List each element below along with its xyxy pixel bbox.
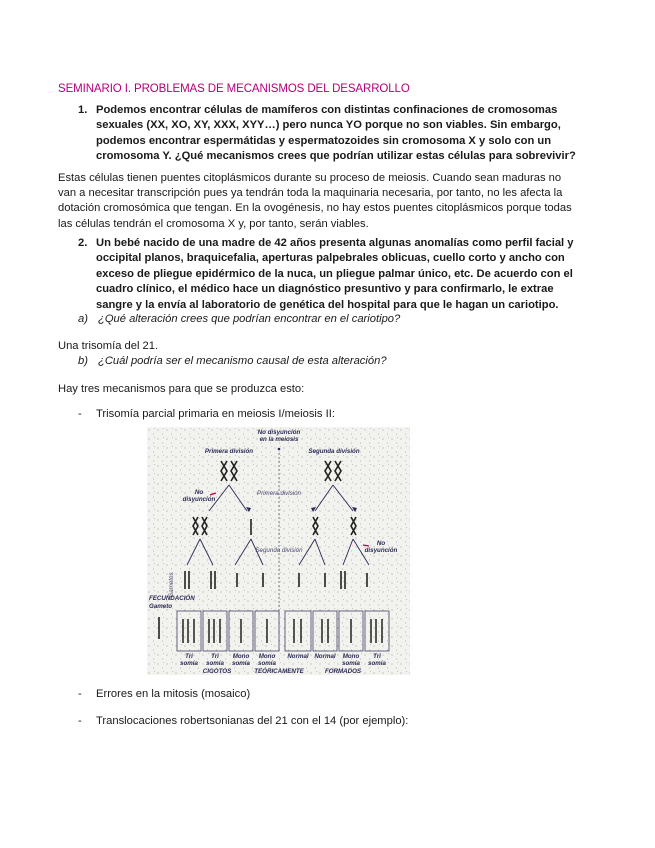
answer-1-line: Estas células tienen puentes citoplásmicos durante su proceso de meiosis. Cuando sean maduras no — [58, 172, 562, 184]
nondisjunction-figure — [147, 427, 410, 675]
nondisjunction-diagram — [147, 427, 410, 675]
question-2-number: 2. — [78, 237, 88, 249]
bullet-item — [78, 408, 335, 420]
bullet-dash: - — [78, 688, 82, 700]
bullet-text: Errores en la mitosis (mosaico) — [96, 688, 251, 700]
question-1-line: Podemos encontrar células de mamíferos con distintas confinaciones de cromosomas — [96, 104, 558, 116]
figure-gamete-label: Gameto — [149, 603, 173, 610]
intro-mechanisms: Hay tres mecanismos para que se produzca esto: — [58, 383, 305, 395]
bullet-dash: - — [78, 408, 82, 420]
result-label: Normal — [287, 653, 309, 660]
figure-no-disjunction-right: disyunción — [364, 547, 398, 554]
sub-question-a-label: a) — [78, 313, 88, 325]
answer-a: Una trisomía del 21. — [58, 340, 159, 352]
question-2-line: sangre y la envía al laboratorio de genética del hospital para que le hagan un cariotipo. — [96, 298, 559, 311]
figure-bottom-label: FORMADOS — [324, 668, 362, 675]
question-1-number: 1. — [78, 104, 88, 116]
answer-1-line: las células tendrán el cromosoma X y, por tanto, serán viables. — [58, 217, 369, 230]
question-2 — [58, 236, 598, 313]
question-2-line: occipital planos, braquicefalia, aperturas palpebrales oblicuas, cuello corto y ancho con — [96, 252, 565, 265]
figure-center-label: Primera división — [256, 490, 302, 497]
answer-1-line: dotación cromosómica que tengan. En la ovogénesis, no hay estos puentes citoplásmicos porque todas — [58, 202, 572, 215]
answer-1-line: van a necesitar transcripción pues ya tendrán toda la maquinaria necesaria, por tanto, no les afecta la — [58, 187, 563, 200]
answer-1 — [58, 171, 600, 232]
result-label: Tri — [373, 653, 381, 660]
sub-question-b — [78, 355, 387, 367]
figure-top-label: No disyunción — [257, 429, 301, 436]
bullet-dash: - — [78, 715, 82, 727]
result-label: Tri — [185, 653, 193, 660]
figure-center-label-2: Segunda división — [255, 547, 303, 554]
result-label: Mono — [232, 653, 250, 660]
bullet-text: Translocaciones robertsonianas del 21 con el 14 (por ejemplo): — [96, 715, 409, 727]
result-label: Mono — [258, 653, 276, 660]
figure-marker — [278, 448, 281, 451]
bullet-item — [78, 688, 250, 700]
page-title: SEMINARIO I. PROBLEMAS DE MECANISMOS DEL DESARROLLO — [58, 83, 410, 95]
sub-question-b-label: b) — [78, 355, 88, 367]
result-label: Tri — [211, 653, 219, 660]
result-label: Normal — [314, 653, 336, 660]
figure-no-disjunction-left: disyunción — [182, 496, 216, 503]
result-label: somía — [368, 660, 386, 667]
bullet-item — [78, 715, 408, 727]
question-1-line: cromosoma Y. ¿Qué mecanismos crees que podrían utilizar estas células para sobrevivir? — [96, 150, 576, 163]
sub-question-a — [78, 313, 400, 325]
result-label: somía — [180, 660, 198, 667]
figure-bottom-label: CIGOTOS — [202, 668, 232, 675]
question-1-line: sexuales (XX, XO, XY, XXX, XYY…) pero nunca YO porque no son viables. Sin embargo, — [96, 119, 561, 132]
result-label: somía — [206, 660, 224, 667]
sub-question-b-text: ¿Cuál podría ser el mecanismo causal de esta alteración? — [98, 355, 387, 367]
figure-gametes-side-label: Gametos — [168, 572, 175, 598]
figure-second-division: Segunda división — [308, 448, 360, 455]
figure-first-division: Primera división — [204, 448, 254, 455]
question-2-line: cuadro clínico, el médico hace un diagnóstico presuntivo y para confirmarlo, le extrae — [96, 283, 554, 296]
figure-no-disjunction-left: No — [194, 489, 204, 496]
result-label: Mono — [342, 653, 360, 660]
question-1 — [58, 103, 598, 165]
figure-top-label: en la meiosis — [259, 436, 299, 443]
sub-question-a-text: ¿Qué alteración crees que podrían encontrar en el cariotipo? — [98, 313, 401, 325]
bullet-text: Trisomía parcial primaria en meiosis I/meiosis II: — [96, 408, 335, 420]
result-label: somía — [258, 660, 276, 667]
figure-bottom-label: TEÓRICAMENTE — [254, 668, 304, 675]
question-2-line: exceso de pliegue epidérmico de la nuca, un pliegue palmar único, etc. De acuerdo con el — [96, 267, 573, 280]
question-1-line: podemos encontrar espermátidas y espermatozoides sin cromosoma X y solo con un — [96, 134, 552, 147]
result-label: somía — [342, 660, 360, 667]
result-label: somía — [232, 660, 250, 667]
question-2-line: Un bebé nacido de una madre de 42 años presenta algunas anomalías como perfil facial y — [96, 237, 574, 249]
figure-fecundation-label: FECUNDACIÓN — [149, 595, 195, 602]
figure-no-disjunction-right: No — [376, 540, 386, 547]
